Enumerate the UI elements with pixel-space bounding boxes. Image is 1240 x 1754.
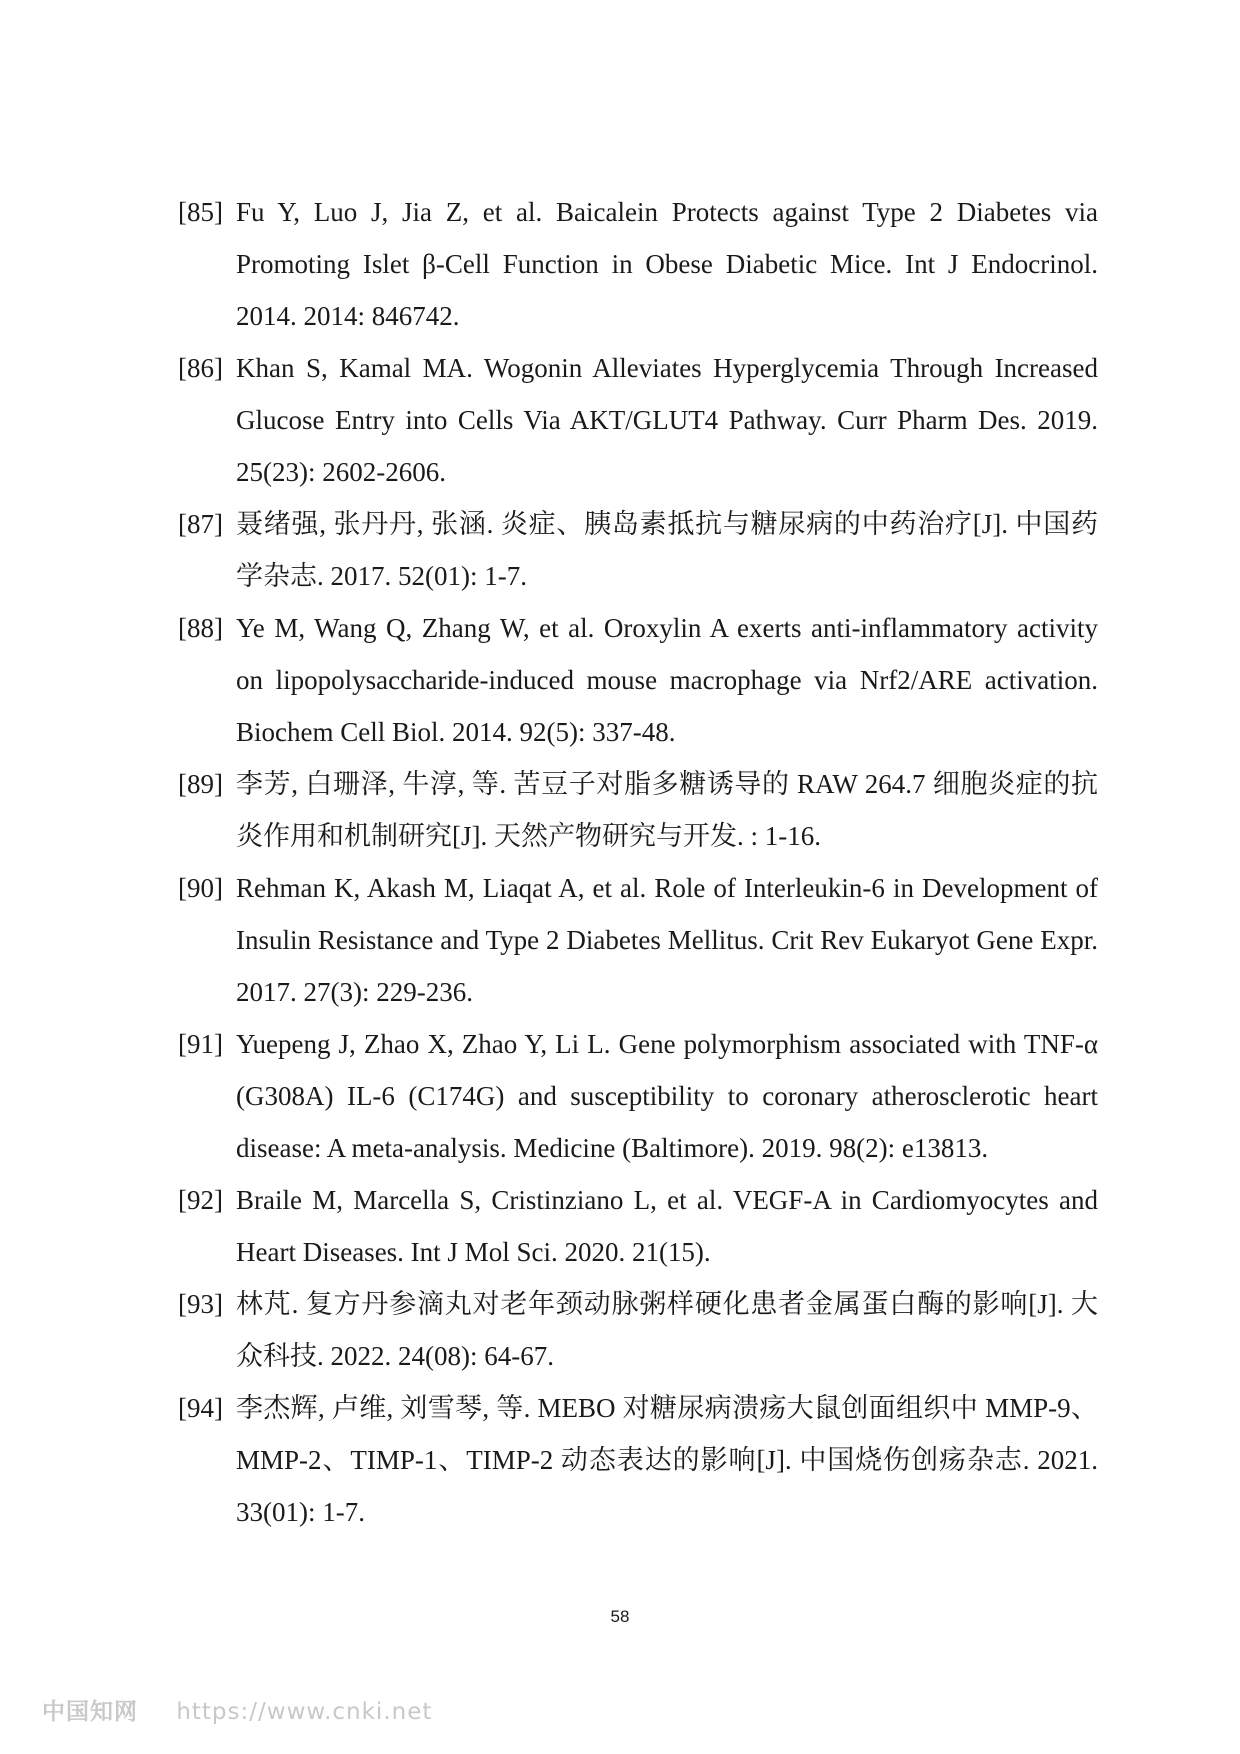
reference-item [178, 1018, 1098, 1174]
reference-list [178, 186, 1098, 1538]
reference-text: Fu Y, Luo J, Jia Z, et al. Baicalein Protects against Type 2 Diabetes via Promoting Islet β-Cell Function in Obese Diabetic Mice. Int J Endocrinol. 2014. 2014: 846742. [236, 197, 1098, 331]
reference-item [178, 1174, 1098, 1278]
reference-text: 林芃. 复方丹参滴丸对老年颈动脉粥样硬化患者金属蛋白酶的影响[J]. 大众科技. 2022. 24(08): 64-67. [236, 1289, 1098, 1371]
reference-number: [92] [178, 1185, 223, 1215]
reference-text: 李芳, 白珊泽, 牛淳, 等. 苦豆子对脂多糖诱导的 RAW 264.7 细胞炎症的抗炎作用和机制研究[J]. 天然产物研究与开发. : 1-16. [236, 769, 1098, 851]
cnki-logo: 中国知网 [42, 1699, 138, 1725]
reference-number: [93] [178, 1289, 223, 1319]
reference-number: [89] [178, 769, 223, 799]
reference-number: [94] [178, 1393, 223, 1423]
reference-number: [90] [178, 873, 223, 903]
reference-item [178, 602, 1098, 758]
reference-item [178, 186, 1098, 342]
reference-item [178, 758, 1098, 862]
reference-text: Braile M, Marcella S, Cristinziano L, et al. VEGF-A in Cardiomyocytes and Heart Diseases. Int J Mol Sci. 2020. 21(15). [236, 1185, 1098, 1267]
reference-number: [91] [178, 1029, 223, 1059]
reference-item [178, 342, 1098, 498]
reference-item [178, 1278, 1098, 1382]
reference-number: [88] [178, 613, 223, 643]
reference-number: [85] [178, 197, 223, 227]
reference-item [178, 498, 1098, 602]
reference-text: Khan S, Kamal MA. Wogonin Alleviates Hyperglycemia Through Increased Glucose Entry into Cells Via AKT/GLUT4 Pathway. Curr Pharm Des. 2019. 25(23): 2602-2606. [236, 353, 1098, 487]
cnki-url: https://www.cnki.net [176, 1699, 433, 1725]
reference-item [178, 862, 1098, 1018]
page-number: 58 [610, 1607, 630, 1626]
reference-text: 聂绪强, 张丹丹, 张涵. 炎症、胰岛素抵抗与糖尿病的中药治疗[J]. 中国药学杂志. 2017. 52(01): 1-7. [236, 509, 1098, 591]
reference-item [178, 1382, 1098, 1538]
cnki-watermark [42, 1693, 432, 1726]
reference-number: [86] [178, 353, 223, 383]
reference-text: 李杰辉, 卢维, 刘雪琴, 等. MEBO 对糖尿病溃疡大鼠创面组织中 MMP-9、MMP-2、TIMP-1、TIMP-2 动态表达的影响[J]. 中国烧伤创疡杂志. 2021. 33(01): 1-7. [236, 1393, 1098, 1527]
reference-text: Ye M, Wang Q, Zhang W, et al. Oroxylin A exerts anti-inflammatory activity on lipopolysaccharide-induced mouse macrophage via Nrf2/ARE activation. Biochem Cell Biol. 2014. 92(5): 337-48. [236, 613, 1098, 747]
reference-text: Rehman K, Akash M, Liaqat A, et al. Role of Interleukin-6 in Development of Insulin Resistance and Type 2 Diabetes Mellitus. Crit Rev Eukaryot Gene Expr. 2017. 27(3): 229-236. [236, 873, 1098, 1007]
reference-number: [87] [178, 509, 223, 539]
reference-text: Yuepeng J, Zhao X, Zhao Y, Li L. Gene polymorphism associated with TNF-α (G308A) IL-6 (C174G) and susceptibility to coronary atherosclerotic heart disease: A meta-analysis. Medicine (Baltimore). 2019. 98(2): e13813. [236, 1029, 1098, 1163]
